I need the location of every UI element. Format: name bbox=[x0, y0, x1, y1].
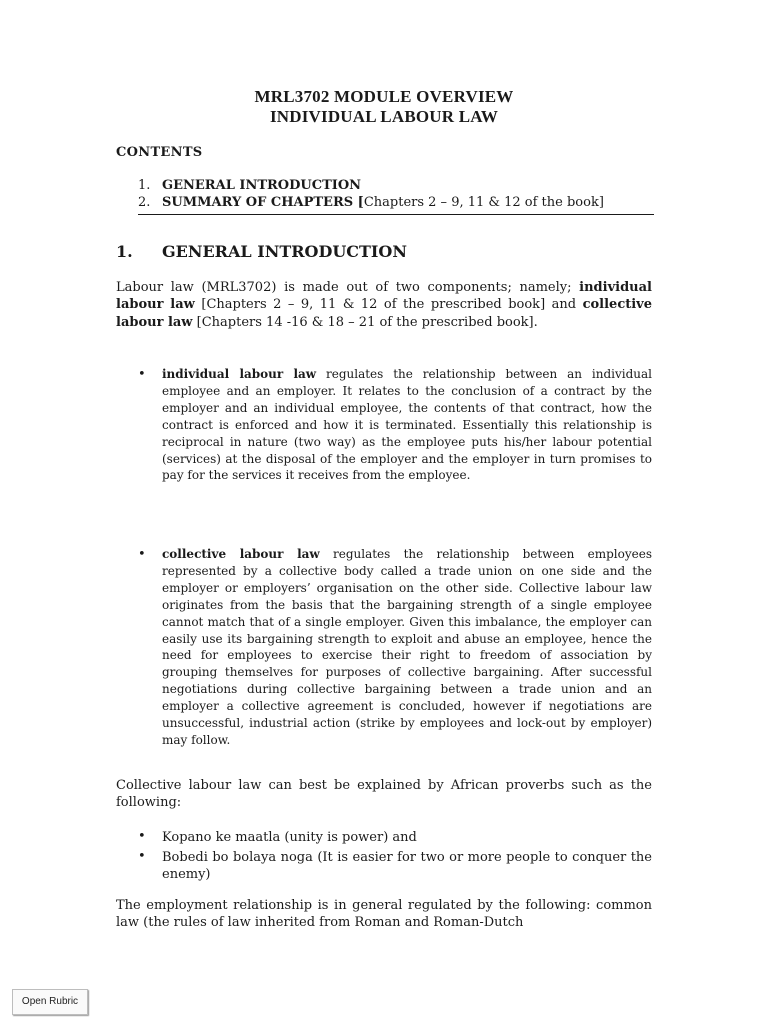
toc-item bbox=[138, 195, 604, 210]
bullet-icon: • bbox=[138, 829, 146, 844]
proverb-item: Bobedi bo bolaya noga (It is easier for two or more people to conquer the enemy) bbox=[162, 850, 652, 883]
term-collective: collective labour law bbox=[116, 297, 652, 330]
intro-text: [Chapters 2 – 9, 11 & 12 of the prescribed book] and bbox=[194, 297, 583, 313]
bullet-text: regulates the relationship between an individual employee and an employer. It relates to the conclusion of a contract by the employer and an individual employee, the contents of that contract, how the contract is enforced and how it is terminated. Essentially this relationship is reciprocal in nature (two way) as the employee puts his/her labour potential (services) at the disposal of the employer and the employer in turn promises to pay for the services it receives from the employee. bbox=[162, 367, 652, 483]
bullet-text: regulates the relationship between employees represented by a collective body called a trade union on one side and the employer or employers’ organisation on the other side. Collective labour law originates from the basis that the bargaining strength of a single employee cannot match that of a single employer. Given this imbalance, the employer can easily use its bargaining strength to exploit and abuse an employee, hence the need for employees to exercise their right to freedom of association by grouping themselves for purposes of collective bargaining. After successful negotiations during collective bargaining between a trade union and an employer a collective agreement is concluded, however if negotiations are unsuccessful, industrial action (strike by employees and lock-out by employer) may follow. bbox=[162, 547, 652, 747]
open-rubric-button[interactable]: Open Rubric bbox=[12, 989, 88, 1015]
closing-paragraph: The employment relationship is in general regulated by the following: common law (the rules of law inherited from Roman and Roman-Dutch bbox=[116, 898, 652, 931]
intro-text: [Chapters 14 -16 & 18 – 21 of the prescribed book]. bbox=[192, 314, 538, 330]
toc-title: SUMMARY OF CHAPTERS [ bbox=[162, 195, 364, 210]
proverbs-intro: Collective labour law can best be explained by African proverbs such as the following: bbox=[116, 778, 652, 811]
bullet-individual bbox=[162, 366, 652, 484]
document-subtitle: INDIVIDUAL LABOUR LAW bbox=[269, 107, 499, 126]
toc-title: GENERAL INTRODUCTION bbox=[162, 178, 362, 193]
toc-detail: Chapters 2 – 9, 11 & 12 of the book] bbox=[363, 195, 604, 210]
section-number: 1. bbox=[116, 242, 133, 261]
bullet-term: individual labour law bbox=[162, 367, 317, 381]
toc-number: 1. bbox=[138, 178, 151, 193]
intro-text: Labour law (MRL3702) is made out of two components; namely; bbox=[116, 280, 572, 295]
document-title: MRL3702 MODULE OVERVIEW bbox=[254, 87, 514, 106]
contents-heading: CONTENTS bbox=[116, 145, 203, 160]
section-title: GENERAL INTRODUCTION bbox=[162, 242, 407, 261]
intro-paragraph bbox=[116, 279, 652, 331]
bullet-collective bbox=[162, 546, 652, 749]
section-heading bbox=[116, 242, 407, 261]
bullet-icon: • bbox=[138, 367, 146, 382]
toc-item bbox=[138, 178, 361, 193]
term-individual: individual labour law bbox=[116, 280, 652, 313]
bullet-icon: • bbox=[138, 547, 146, 562]
contents-divider bbox=[138, 214, 654, 215]
bullet-term: collective labour law bbox=[162, 547, 320, 561]
toc-number: 2. bbox=[138, 195, 151, 210]
proverb-item: Kopano ke maatla (unity is power) and bbox=[162, 830, 417, 845]
bullet-icon: • bbox=[138, 849, 146, 864]
